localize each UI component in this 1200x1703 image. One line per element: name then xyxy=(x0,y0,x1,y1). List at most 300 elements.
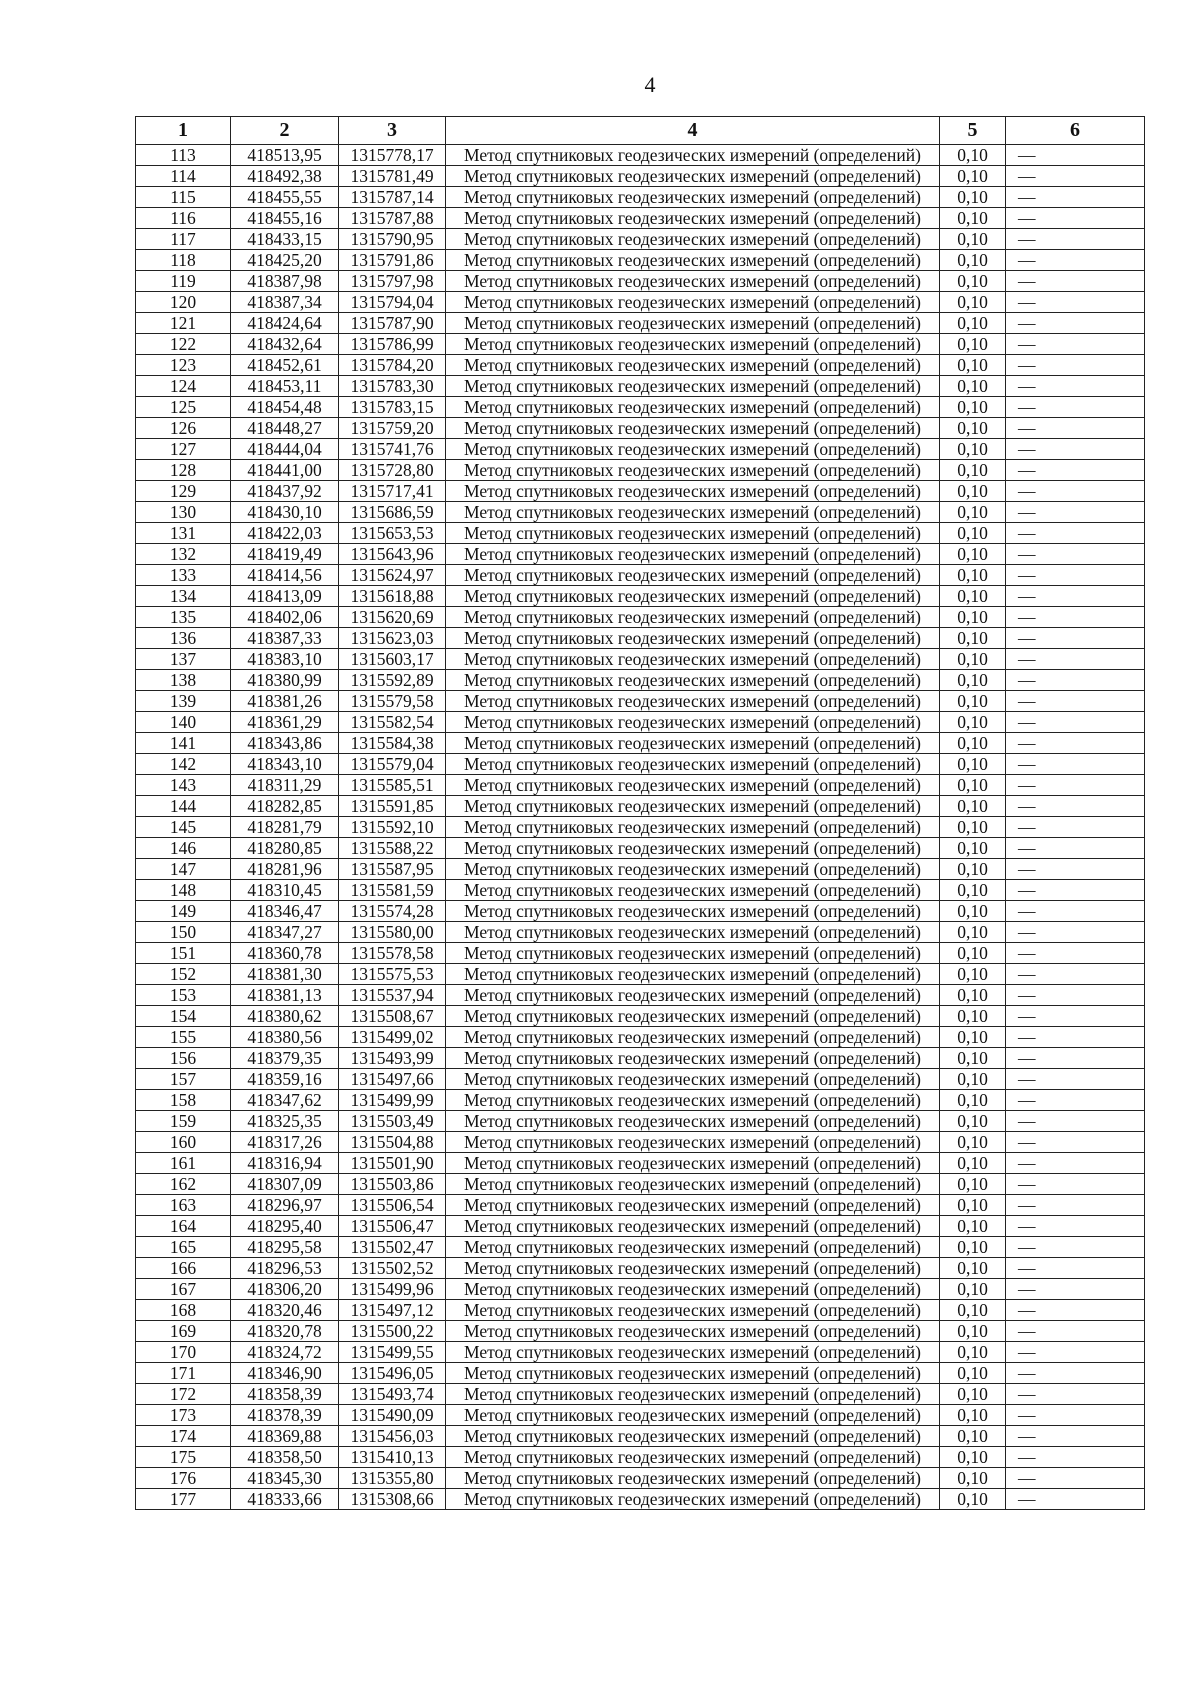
method-cell: Метод спутниковых геодезических измерений (определений) xyxy=(446,439,940,460)
coordinate-x-cell: 418296,97 xyxy=(231,1195,339,1216)
coordinate-y-cell: 1315781,49 xyxy=(339,166,446,187)
description-cell: — xyxy=(1006,523,1145,544)
coordinate-x-cell: 418346,47 xyxy=(231,901,339,922)
coordinate-x-cell: 418347,62 xyxy=(231,1090,339,1111)
table-header xyxy=(136,117,1145,145)
precision-cell: 0,10 xyxy=(940,187,1006,208)
precision-cell: 0,10 xyxy=(940,607,1006,628)
coordinate-y-cell: 1315497,66 xyxy=(339,1069,446,1090)
coordinate-y-cell: 1315537,94 xyxy=(339,985,446,1006)
point-number-cell: 136 xyxy=(136,628,231,649)
description-cell: — xyxy=(1006,229,1145,250)
coordinate-x-cell: 418414,56 xyxy=(231,565,339,586)
description-cell: — xyxy=(1006,397,1145,418)
precision-cell: 0,10 xyxy=(940,271,1006,292)
coordinate-x-cell: 418387,33 xyxy=(231,628,339,649)
coordinate-y-cell: 1315579,04 xyxy=(339,754,446,775)
precision-cell: 0,10 xyxy=(940,1279,1006,1300)
table-row xyxy=(136,355,1145,376)
method-cell: Метод спутниковых геодезических измерений (определений) xyxy=(446,1405,940,1426)
method-cell: Метод спутниковых геодезических измерений (определений) xyxy=(446,733,940,754)
precision-cell: 0,10 xyxy=(940,649,1006,670)
description-cell: — xyxy=(1006,1300,1145,1321)
table-row xyxy=(136,1132,1145,1153)
table-row xyxy=(136,292,1145,313)
coordinate-y-cell: 1315603,17 xyxy=(339,649,446,670)
point-number-cell: 117 xyxy=(136,229,231,250)
coordinate-x-cell: 418380,99 xyxy=(231,670,339,691)
coordinate-y-cell: 1315499,55 xyxy=(339,1342,446,1363)
coordinate-x-cell: 418383,10 xyxy=(231,649,339,670)
point-number-cell: 147 xyxy=(136,859,231,880)
method-cell: Метод спутниковых геодезических измерений (определений) xyxy=(446,1342,940,1363)
description-cell: — xyxy=(1006,712,1145,733)
coordinate-x-cell: 418295,40 xyxy=(231,1216,339,1237)
description-cell: — xyxy=(1006,439,1145,460)
precision-cell: 0,10 xyxy=(940,1300,1006,1321)
point-number-cell: 172 xyxy=(136,1384,231,1405)
column-header-2: 2 xyxy=(231,117,339,145)
precision-cell: 0,10 xyxy=(940,376,1006,397)
point-number-cell: 123 xyxy=(136,355,231,376)
point-number-cell: 159 xyxy=(136,1111,231,1132)
method-cell: Метод спутниковых геодезических измерений (определений) xyxy=(446,796,940,817)
table-row xyxy=(136,628,1145,649)
table-row xyxy=(136,838,1145,859)
point-number-cell: 148 xyxy=(136,880,231,901)
method-cell: Метод спутниковых геодезических измерений (определений) xyxy=(446,229,940,250)
point-number-cell: 113 xyxy=(136,145,231,166)
description-cell: — xyxy=(1006,859,1145,880)
method-cell: Метод спутниковых геодезических измерений (определений) xyxy=(446,145,940,166)
coordinate-y-cell: 1315717,41 xyxy=(339,481,446,502)
method-cell: Метод спутниковых геодезических измерений (определений) xyxy=(446,292,940,313)
point-number-cell: 114 xyxy=(136,166,231,187)
point-number-cell: 168 xyxy=(136,1300,231,1321)
coordinate-x-cell: 418333,66 xyxy=(231,1489,339,1510)
precision-cell: 0,10 xyxy=(940,1489,1006,1510)
point-number-cell: 124 xyxy=(136,376,231,397)
description-cell: — xyxy=(1006,1153,1145,1174)
description-cell: — xyxy=(1006,1342,1145,1363)
table-row xyxy=(136,1447,1145,1468)
coordinate-y-cell: 1315584,38 xyxy=(339,733,446,754)
coordinate-y-cell: 1315497,12 xyxy=(339,1300,446,1321)
column-header-5: 5 xyxy=(940,117,1006,145)
table-row xyxy=(136,607,1145,628)
coordinate-x-cell: 418453,11 xyxy=(231,376,339,397)
coordinate-x-cell: 418492,38 xyxy=(231,166,339,187)
table-row xyxy=(136,250,1145,271)
point-number-cell: 121 xyxy=(136,313,231,334)
description-cell: — xyxy=(1006,376,1145,397)
coordinate-x-cell: 418448,27 xyxy=(231,418,339,439)
table-row xyxy=(136,943,1145,964)
coordinate-y-cell: 1315787,90 xyxy=(339,313,446,334)
description-cell: — xyxy=(1006,292,1145,313)
method-cell: Метод спутниковых геодезических измерений (определений) xyxy=(446,1258,940,1279)
description-cell: — xyxy=(1006,1489,1145,1510)
coordinate-y-cell: 1315686,59 xyxy=(339,502,446,523)
description-cell: — xyxy=(1006,1174,1145,1195)
point-number-cell: 157 xyxy=(136,1069,231,1090)
coordinate-x-cell: 418380,62 xyxy=(231,1006,339,1027)
method-cell: Метод спутниковых геодезических измерений (определений) xyxy=(446,1216,940,1237)
method-cell: Метод спутниковых геодезических измерений (определений) xyxy=(446,1090,940,1111)
header-row xyxy=(136,117,1145,145)
method-cell: Метод спутниковых геодезических измерений (определений) xyxy=(446,1111,940,1132)
coordinate-y-cell: 1315499,96 xyxy=(339,1279,446,1300)
method-cell: Метод спутниковых геодезических измерений (определений) xyxy=(446,838,940,859)
coordinate-x-cell: 418513,95 xyxy=(231,145,339,166)
precision-cell: 0,10 xyxy=(940,523,1006,544)
precision-cell: 0,10 xyxy=(940,754,1006,775)
method-cell: Метод спутниковых геодезических измерений (определений) xyxy=(446,187,940,208)
method-cell: Метод спутниковых геодезических измерений (определений) xyxy=(446,1363,940,1384)
table-row xyxy=(136,1468,1145,1489)
description-cell: — xyxy=(1006,334,1145,355)
description-cell: — xyxy=(1006,166,1145,187)
precision-cell: 0,10 xyxy=(940,1132,1006,1153)
precision-cell: 0,10 xyxy=(940,691,1006,712)
table-row xyxy=(136,1384,1145,1405)
point-number-cell: 119 xyxy=(136,271,231,292)
coordinate-x-cell: 418413,09 xyxy=(231,586,339,607)
coordinate-x-cell: 418325,35 xyxy=(231,1111,339,1132)
table-row xyxy=(136,1027,1145,1048)
coordinate-y-cell: 1315787,14 xyxy=(339,187,446,208)
table-row xyxy=(136,397,1145,418)
precision-cell: 0,10 xyxy=(940,964,1006,985)
coordinate-y-cell: 1315575,53 xyxy=(339,964,446,985)
description-cell: — xyxy=(1006,1132,1145,1153)
description-cell: — xyxy=(1006,1237,1145,1258)
coordinate-y-cell: 1315592,10 xyxy=(339,817,446,838)
precision-cell: 0,10 xyxy=(940,481,1006,502)
point-number-cell: 162 xyxy=(136,1174,231,1195)
description-cell: — xyxy=(1006,649,1145,670)
precision-cell: 0,10 xyxy=(940,1342,1006,1363)
precision-cell: 0,10 xyxy=(940,1006,1006,1027)
coordinate-y-cell: 1315456,03 xyxy=(339,1426,446,1447)
coordinate-y-cell: 1315624,97 xyxy=(339,565,446,586)
point-number-cell: 131 xyxy=(136,523,231,544)
description-cell: — xyxy=(1006,1027,1145,1048)
point-number-cell: 138 xyxy=(136,670,231,691)
table-row xyxy=(136,922,1145,943)
table-row xyxy=(136,1363,1145,1384)
coordinate-y-cell: 1315503,49 xyxy=(339,1111,446,1132)
description-cell: — xyxy=(1006,964,1145,985)
coordinate-y-cell: 1315783,30 xyxy=(339,376,446,397)
method-cell: Метод спутниковых геодезических измерений (определений) xyxy=(446,1006,940,1027)
table-row xyxy=(136,313,1145,334)
coordinate-y-cell: 1315508,67 xyxy=(339,1006,446,1027)
point-number-cell: 146 xyxy=(136,838,231,859)
method-cell: Метод спутниковых геодезических измерений (определений) xyxy=(446,565,940,586)
coordinate-x-cell: 418280,85 xyxy=(231,838,339,859)
coordinate-y-cell: 1315580,00 xyxy=(339,922,446,943)
point-number-cell: 133 xyxy=(136,565,231,586)
table-row xyxy=(136,1342,1145,1363)
description-cell: — xyxy=(1006,502,1145,523)
table-row xyxy=(136,166,1145,187)
coordinate-y-cell: 1315499,99 xyxy=(339,1090,446,1111)
table-row xyxy=(136,145,1145,166)
method-cell: Метод спутниковых геодезических измерений (определений) xyxy=(446,1174,940,1195)
table-row xyxy=(136,208,1145,229)
point-number-cell: 128 xyxy=(136,460,231,481)
coordinate-y-cell: 1315578,58 xyxy=(339,943,446,964)
coordinate-x-cell: 418387,34 xyxy=(231,292,339,313)
precision-cell: 0,10 xyxy=(940,1216,1006,1237)
coordinate-x-cell: 418455,55 xyxy=(231,187,339,208)
precision-cell: 0,10 xyxy=(940,1405,1006,1426)
coordinate-y-cell: 1315794,04 xyxy=(339,292,446,313)
coordinate-y-cell: 1315490,09 xyxy=(339,1405,446,1426)
precision-cell: 0,10 xyxy=(940,418,1006,439)
method-cell: Метод спутниковых геодезических измерений (определений) xyxy=(446,985,940,1006)
method-cell: Метод спутниковых геодезических измерений (определений) xyxy=(446,250,940,271)
method-cell: Метод спутниковых геодезических измерений (определений) xyxy=(446,1426,940,1447)
description-cell: — xyxy=(1006,880,1145,901)
coordinate-x-cell: 418430,10 xyxy=(231,502,339,523)
point-number-cell: 150 xyxy=(136,922,231,943)
description-cell: — xyxy=(1006,586,1145,607)
point-number-cell: 126 xyxy=(136,418,231,439)
method-cell: Метод спутниковых геодезических измерений (определений) xyxy=(446,523,940,544)
coordinate-y-cell: 1315786,99 xyxy=(339,334,446,355)
description-cell: — xyxy=(1006,796,1145,817)
table-body xyxy=(136,145,1145,1510)
precision-cell: 0,10 xyxy=(940,250,1006,271)
coordinate-x-cell: 418295,58 xyxy=(231,1237,339,1258)
coordinate-y-cell: 1315587,95 xyxy=(339,859,446,880)
description-cell: — xyxy=(1006,1321,1145,1342)
method-cell: Метод спутниковых геодезических измерений (определений) xyxy=(446,502,940,523)
coordinate-y-cell: 1315784,20 xyxy=(339,355,446,376)
coordinate-x-cell: 418422,03 xyxy=(231,523,339,544)
point-number-cell: 166 xyxy=(136,1258,231,1279)
description-cell: — xyxy=(1006,418,1145,439)
method-cell: Метод спутниковых геодезических измерений (определений) xyxy=(446,901,940,922)
point-number-cell: 116 xyxy=(136,208,231,229)
precision-cell: 0,10 xyxy=(940,1258,1006,1279)
coordinate-y-cell: 1315355,80 xyxy=(339,1468,446,1489)
coordinate-y-cell: 1315502,47 xyxy=(339,1237,446,1258)
precision-cell: 0,10 xyxy=(940,1426,1006,1447)
point-number-cell: 143 xyxy=(136,775,231,796)
point-number-cell: 169 xyxy=(136,1321,231,1342)
table-row xyxy=(136,775,1145,796)
coordinate-x-cell: 418282,85 xyxy=(231,796,339,817)
table-row xyxy=(136,334,1145,355)
coordinate-x-cell: 418402,06 xyxy=(231,607,339,628)
table-row xyxy=(136,1195,1145,1216)
description-cell: — xyxy=(1006,1111,1145,1132)
coordinate-x-cell: 418425,20 xyxy=(231,250,339,271)
precision-cell: 0,10 xyxy=(940,208,1006,229)
coordinate-y-cell: 1315499,02 xyxy=(339,1027,446,1048)
coordinate-x-cell: 418379,35 xyxy=(231,1048,339,1069)
point-number-cell: 154 xyxy=(136,1006,231,1027)
description-cell: — xyxy=(1006,1258,1145,1279)
table-row xyxy=(136,1300,1145,1321)
description-cell: — xyxy=(1006,901,1145,922)
coordinate-x-cell: 418296,53 xyxy=(231,1258,339,1279)
method-cell: Метод спутниковых геодезических измерений (определений) xyxy=(446,418,940,439)
point-number-cell: 122 xyxy=(136,334,231,355)
precision-cell: 0,10 xyxy=(940,817,1006,838)
precision-cell: 0,10 xyxy=(940,586,1006,607)
precision-cell: 0,10 xyxy=(940,922,1006,943)
method-cell: Метод спутниковых геодезических измерений (определений) xyxy=(446,1132,940,1153)
coordinate-x-cell: 418381,26 xyxy=(231,691,339,712)
precision-cell: 0,10 xyxy=(940,229,1006,250)
description-cell: — xyxy=(1006,1048,1145,1069)
table-row xyxy=(136,712,1145,733)
point-number-cell: 170 xyxy=(136,1342,231,1363)
coordinate-x-cell: 418317,26 xyxy=(231,1132,339,1153)
column-header-3: 3 xyxy=(339,117,446,145)
coordinate-x-cell: 418380,56 xyxy=(231,1027,339,1048)
precision-cell: 0,10 xyxy=(940,460,1006,481)
description-cell: — xyxy=(1006,691,1145,712)
description-cell: — xyxy=(1006,313,1145,334)
point-number-cell: 132 xyxy=(136,544,231,565)
method-cell: Метод спутниковых геодезических измерений (определений) xyxy=(446,1153,940,1174)
description-cell: — xyxy=(1006,544,1145,565)
point-number-cell: 167 xyxy=(136,1279,231,1300)
coordinate-x-cell: 418452,61 xyxy=(231,355,339,376)
coordinate-y-cell: 1315579,58 xyxy=(339,691,446,712)
table-row xyxy=(136,859,1145,880)
coordinate-x-cell: 418381,30 xyxy=(231,964,339,985)
coordinate-x-cell: 418387,98 xyxy=(231,271,339,292)
coordinate-x-cell: 418444,04 xyxy=(231,439,339,460)
precision-cell: 0,10 xyxy=(940,1027,1006,1048)
precision-cell: 0,10 xyxy=(940,1111,1006,1132)
coordinate-x-cell: 418360,78 xyxy=(231,943,339,964)
point-number-cell: 173 xyxy=(136,1405,231,1426)
table-row xyxy=(136,985,1145,1006)
method-cell: Метод спутниковых геодезических измерений (определений) xyxy=(446,1279,940,1300)
precision-cell: 0,10 xyxy=(940,355,1006,376)
table-row xyxy=(136,880,1145,901)
coordinate-y-cell: 1315501,90 xyxy=(339,1153,446,1174)
precision-cell: 0,10 xyxy=(940,628,1006,649)
method-cell: Метод спутниковых геодезических измерений (определений) xyxy=(446,1384,940,1405)
coordinate-y-cell: 1315585,51 xyxy=(339,775,446,796)
coordinate-x-cell: 418455,16 xyxy=(231,208,339,229)
method-cell: Метод спутниковых геодезических измерений (определений) xyxy=(446,691,940,712)
description-cell: — xyxy=(1006,1447,1145,1468)
description-cell: — xyxy=(1006,271,1145,292)
coordinate-y-cell: 1315308,66 xyxy=(339,1489,446,1510)
point-number-cell: 137 xyxy=(136,649,231,670)
table-row xyxy=(136,1216,1145,1237)
precision-cell: 0,10 xyxy=(940,1363,1006,1384)
coordinate-x-cell: 418343,10 xyxy=(231,754,339,775)
method-cell: Метод спутниковых геодезических измерений (определений) xyxy=(446,313,940,334)
point-number-cell: 155 xyxy=(136,1027,231,1048)
point-number-cell: 115 xyxy=(136,187,231,208)
coordinate-y-cell: 1315410,13 xyxy=(339,1447,446,1468)
table-row xyxy=(136,1237,1145,1258)
description-cell: — xyxy=(1006,187,1145,208)
method-cell: Метод спутниковых геодезических измерений (определений) xyxy=(446,376,940,397)
table-row xyxy=(136,1489,1145,1510)
description-cell: — xyxy=(1006,838,1145,859)
precision-cell: 0,10 xyxy=(940,1237,1006,1258)
table-row xyxy=(136,1321,1145,1342)
coordinate-x-cell: 418310,45 xyxy=(231,880,339,901)
precision-cell: 0,10 xyxy=(940,1048,1006,1069)
point-number-cell: 142 xyxy=(136,754,231,775)
precision-cell: 0,10 xyxy=(940,313,1006,334)
method-cell: Метод спутниковых геодезических измерений (определений) xyxy=(446,775,940,796)
description-cell: — xyxy=(1006,250,1145,271)
coordinate-x-cell: 418345,30 xyxy=(231,1468,339,1489)
coordinate-x-cell: 418419,49 xyxy=(231,544,339,565)
precision-cell: 0,10 xyxy=(940,334,1006,355)
table-row xyxy=(136,796,1145,817)
description-cell: — xyxy=(1006,670,1145,691)
coordinate-x-cell: 418433,15 xyxy=(231,229,339,250)
precision-cell: 0,10 xyxy=(940,775,1006,796)
point-number-cell: 125 xyxy=(136,397,231,418)
method-cell: Метод спутниковых геодезических измерений (определений) xyxy=(446,859,940,880)
precision-cell: 0,10 xyxy=(940,1069,1006,1090)
precision-cell: 0,10 xyxy=(940,439,1006,460)
method-cell: Метод спутниковых геодезических измерений (определений) xyxy=(446,964,940,985)
description-cell: — xyxy=(1006,754,1145,775)
point-number-cell: 171 xyxy=(136,1363,231,1384)
description-cell: — xyxy=(1006,1090,1145,1111)
column-header-1: 1 xyxy=(136,117,231,145)
description-cell: — xyxy=(1006,1468,1145,1489)
method-cell: Метод спутниковых геодезических измерений (определений) xyxy=(446,754,940,775)
coordinate-x-cell: 418347,27 xyxy=(231,922,339,943)
method-cell: Метод спутниковых геодезических измерений (определений) xyxy=(446,481,940,502)
description-cell: — xyxy=(1006,145,1145,166)
point-number-cell: 127 xyxy=(136,439,231,460)
point-number-cell: 145 xyxy=(136,817,231,838)
coordinate-x-cell: 418346,90 xyxy=(231,1363,339,1384)
description-cell: — xyxy=(1006,460,1145,481)
point-number-cell: 130 xyxy=(136,502,231,523)
table-row xyxy=(136,1258,1145,1279)
method-cell: Метод спутниковых геодезических измерений (определений) xyxy=(446,1300,940,1321)
precision-cell: 0,10 xyxy=(940,880,1006,901)
coordinate-x-cell: 418369,88 xyxy=(231,1426,339,1447)
coordinate-y-cell: 1315623,03 xyxy=(339,628,446,649)
description-cell: — xyxy=(1006,481,1145,502)
table-row xyxy=(136,670,1145,691)
page-number: 4 xyxy=(644,72,656,97)
description-cell: — xyxy=(1006,817,1145,838)
coordinate-y-cell: 1315506,47 xyxy=(339,1216,446,1237)
method-cell: Метод спутниковых геодезических измерений (определений) xyxy=(446,208,940,229)
table-row xyxy=(136,523,1145,544)
description-cell: — xyxy=(1006,565,1145,586)
point-number-cell: 139 xyxy=(136,691,231,712)
coordinate-x-cell: 418437,92 xyxy=(231,481,339,502)
method-cell: Метод спутниковых геодезических измерений (определений) xyxy=(446,271,940,292)
point-number-cell: 163 xyxy=(136,1195,231,1216)
coordinate-y-cell: 1315574,28 xyxy=(339,901,446,922)
coordinates-table xyxy=(135,116,1145,1510)
